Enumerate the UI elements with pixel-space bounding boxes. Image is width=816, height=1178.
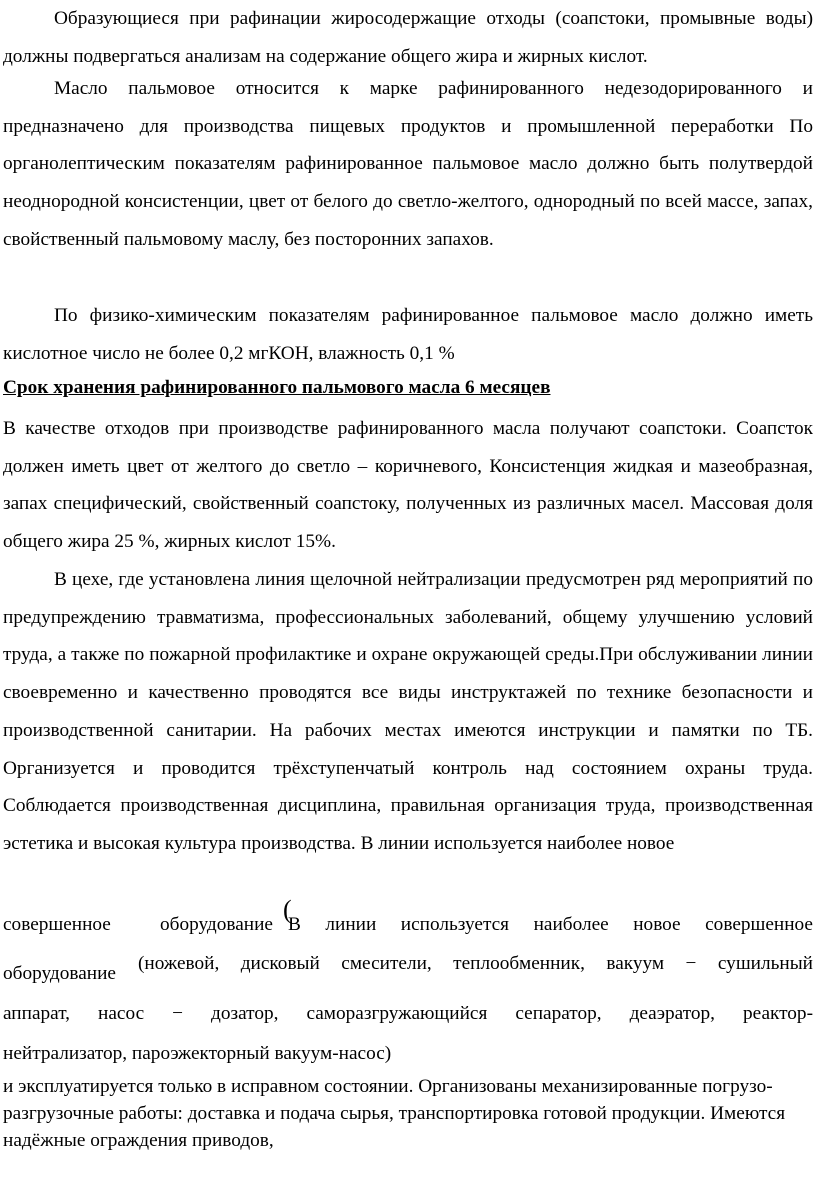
paragraph-operation: и эксплуатируется только в исправном состоянии. Организованы механизированные погрузо-разгрузочные работы: доставка и подача сырья, транспортировка готовой продукции. Имеются надёжные ограждения приводов, [3, 1076, 786, 1151]
paragraph-palm-oil-description: Масло пальмовое относится к марке рафинированного недезодорированного и предназначено для производства пищевых продуктов и промышленной переработки По органолептическим показателям рафинированное пальмовое масло должно быть полутвердой неоднородной консистенции, цвет от белого до светло-желтого, однородный по всей массе, запах, свойственный пальмовому маслу, без посторонних запахов. [3, 78, 813, 250]
text-line-equipment-3: аппарат, насос − дозатор, саморазгружающийся сепаратор, деаэратор, реактор- [3, 1003, 813, 1024]
text-line-equipment-2b: (ножевой, дисковый смесители, теплообменник, вакуум − сушильный [138, 953, 813, 974]
text-line-equipment-1a: совершенное оборудование [3, 914, 273, 935]
text-line-equipment-4: нейтрализатор, пароэжекторный вакуум-насос) [3, 1043, 392, 1064]
paragraph-safety-measures: В цехе, где установлена линия щелочной нейтрализации предусмотрен ряд мероприятий по предупреждению травматизма, профессиональных заболеваний, общему улучшению условий труда, а также по пожарной профилактике и охране окружающей среды.При обслуживании линии своевременно и качественно проводятся все виды инструктажей по технике безопасности и производственной санитарии. На рабочих местах имеются инструкции и памятки по ТБ. Организуется и проводится трёхступенчатый контроль над состоянием охраны труда. Соблюдается производственная дисциплина, правильная организация труда, производственная эстетика и высокая культура производства. В линии используется наиболее новое [3, 569, 813, 854]
paragraph-physicochemical: По физико-химическим показателям рафинированное пальмовое масло должно иметь кислотное число не более 0,2 мгКОН, влажность 0,1 % [3, 305, 813, 364]
heading-storage-term: Срок хранения рафинированного пальмового масла 6 месяцев [3, 377, 551, 398]
paragraph-soapstock: В качестве отходов при производстве рафинированного масла получают соапстоки. Соапсток должен иметь цвет от желтого до светло – коричневого, Консистенция жидкая и мазеобразная, запах специфический, свойственный соапстоку, полученных из различных масел. Массовая доля общего жира 25 %, жирных кислот 15%. [3, 418, 813, 553]
paragraph-waste-analysis: Образующиеся при рафинации жиросодержащие отходы (соапстоки, промывные воды) должны подвергаться анализам на содержание общего жира и жирных кислот. [3, 8, 813, 67]
text-line-equipment-2a: оборудование [3, 963, 116, 984]
text-line-equipment-1b: В линии используется наиболее новое совершенное [288, 914, 813, 935]
bracket-glyph: ( [283, 895, 292, 924]
